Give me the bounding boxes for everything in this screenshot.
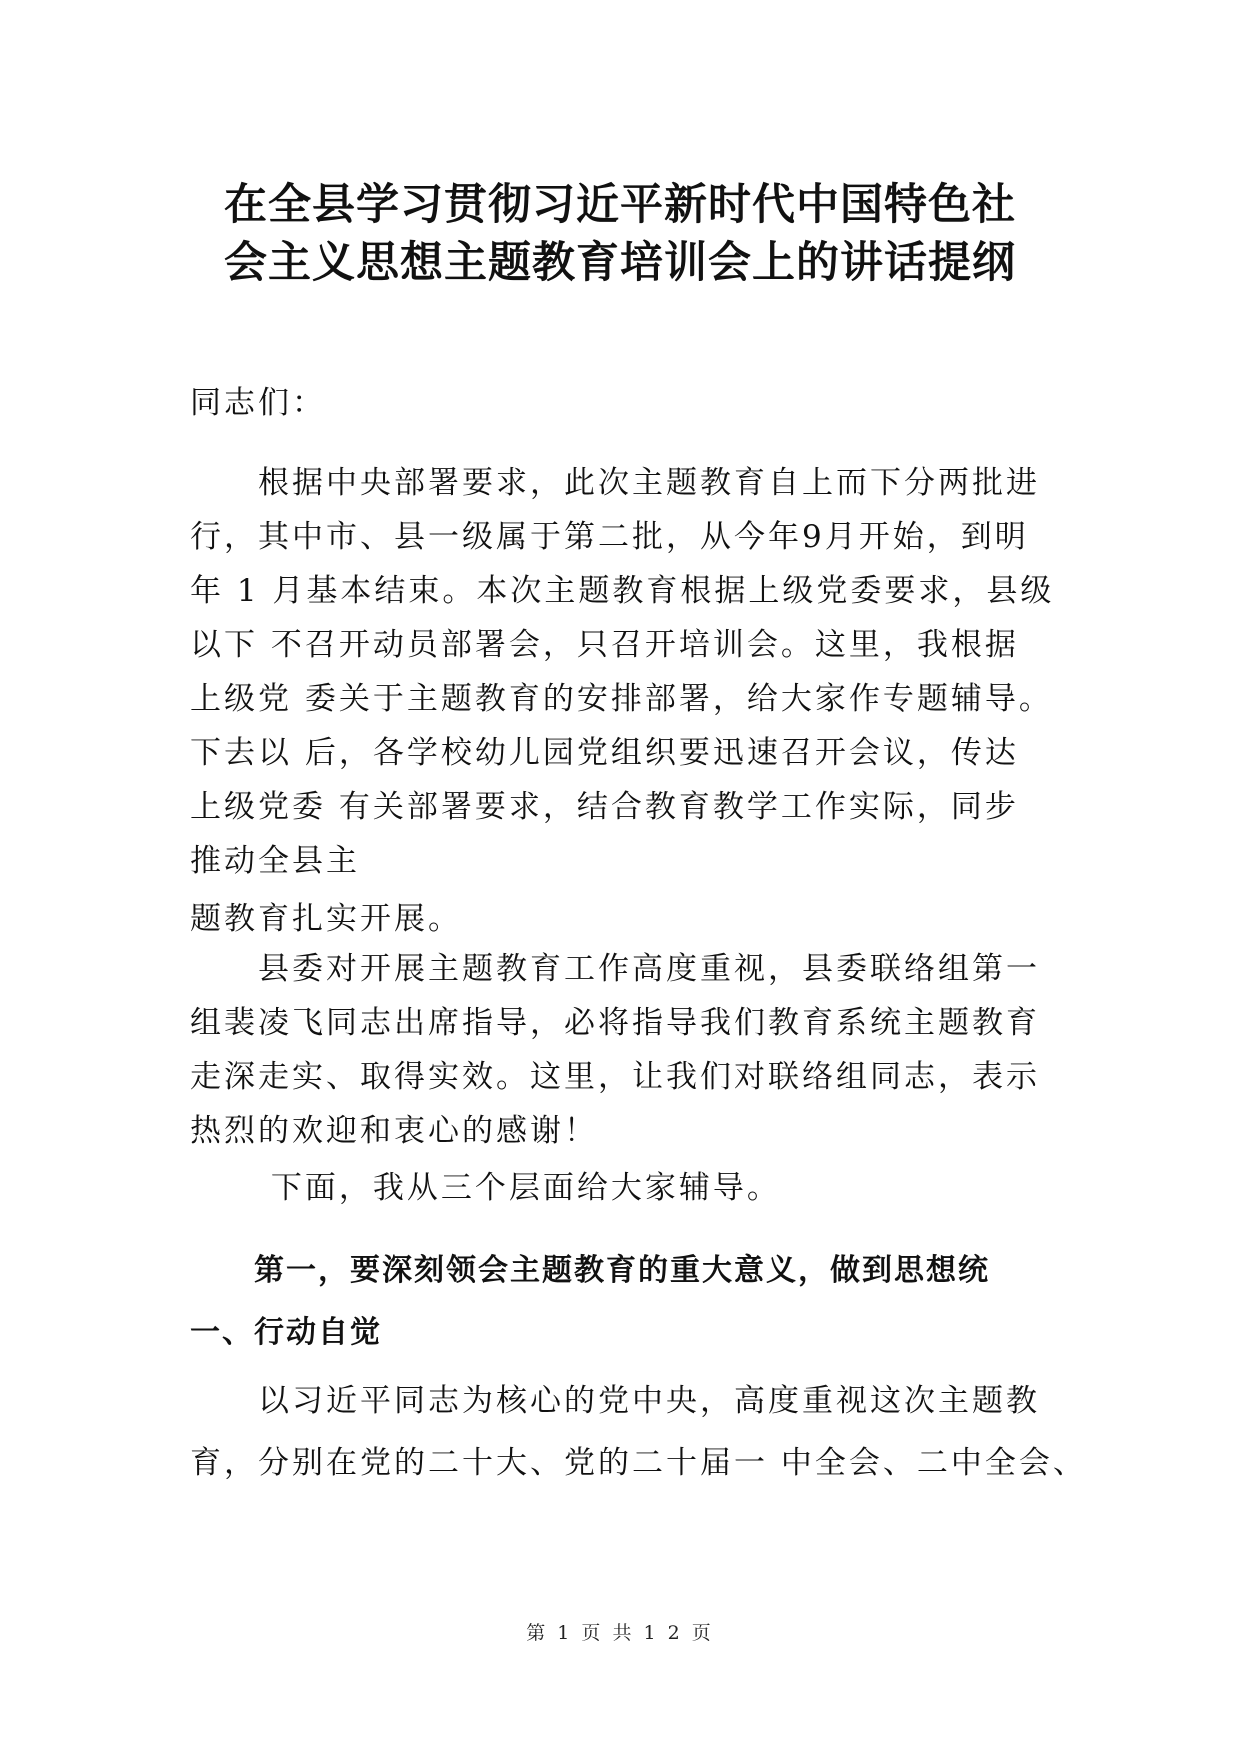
paragraph-3 xyxy=(190,1168,1070,1208)
paragraph-line: 走深走实、取得实效。这里，让我们对联络组同志，表示 xyxy=(190,1059,1040,1095)
heading-line: 一、行动自觉 xyxy=(190,1315,382,1350)
greeting-text: 同志们： xyxy=(190,385,326,421)
paragraph-line: 上级党 委关于主题教育的安排部署，给大家作专题辅导。 xyxy=(190,681,1053,717)
page-footer xyxy=(0,1618,1240,1645)
title-line: 在全县学习贯彻习近平新时代中国特色社 xyxy=(224,180,1016,230)
paragraph-line: 行，其中市、县一级属于第二批，从今年9月开始，到明 xyxy=(190,519,1029,555)
paragraph-line: 下去以 后，各学校幼儿园党组织要迅速召开会议，传达 xyxy=(190,735,1019,771)
title-line: 会主义思想主题教育培训会上的讲话提纲 xyxy=(224,238,1016,288)
page-indicator: 第 1 页 共 1 2 页 xyxy=(526,1622,714,1644)
paragraph-line: 育，分别在党的二十大、党的二十届一 中全会、二中全会、 xyxy=(190,1445,1087,1481)
paragraph-line: 组裴凌飞同志出席指导，必将指导我们教育系统主题教育 xyxy=(190,1005,1040,1041)
section-heading-1 xyxy=(190,1240,1070,1364)
paragraph-line: 根据中央部署要求，此次主题教育自上而下分两批进 xyxy=(190,465,1040,501)
paragraph-1 xyxy=(190,456,1070,946)
paragraph-line: 年 1 月基本结束。本次主题教育根据上级党委要求，县级 xyxy=(190,573,1055,609)
paragraph-line: 题教育扎实开展。 xyxy=(190,901,462,937)
heading-line: 第一，要深刻领会主题教育的重大意义，做到思想统 xyxy=(190,1253,990,1288)
paragraph-line: 热烈的欢迎和衷心的感谢！ xyxy=(190,1113,598,1149)
paragraph-2 xyxy=(190,942,1070,1158)
document-title xyxy=(150,176,1090,292)
paragraph-4 xyxy=(190,1370,1087,1494)
greeting xyxy=(190,383,1070,423)
paragraph-line: 县委对开展主题教育工作高度重视，县委联络组第一 xyxy=(190,951,1040,987)
paragraph-line: 下面，我从三个层面给大家辅导。 xyxy=(190,1170,781,1206)
paragraph-line: 推动全县主 xyxy=(190,843,360,879)
paragraph-line: 以习近平同志为核心的党中央，高度重视这次主题教 xyxy=(190,1383,1040,1419)
paragraph-line: 以下 不召开动员部署会，只召开培训会。这里，我根据 xyxy=(190,627,1019,663)
paragraph-line: 上级党委 有关部署要求，结合教育教学工作实际，同步 xyxy=(190,789,1019,825)
